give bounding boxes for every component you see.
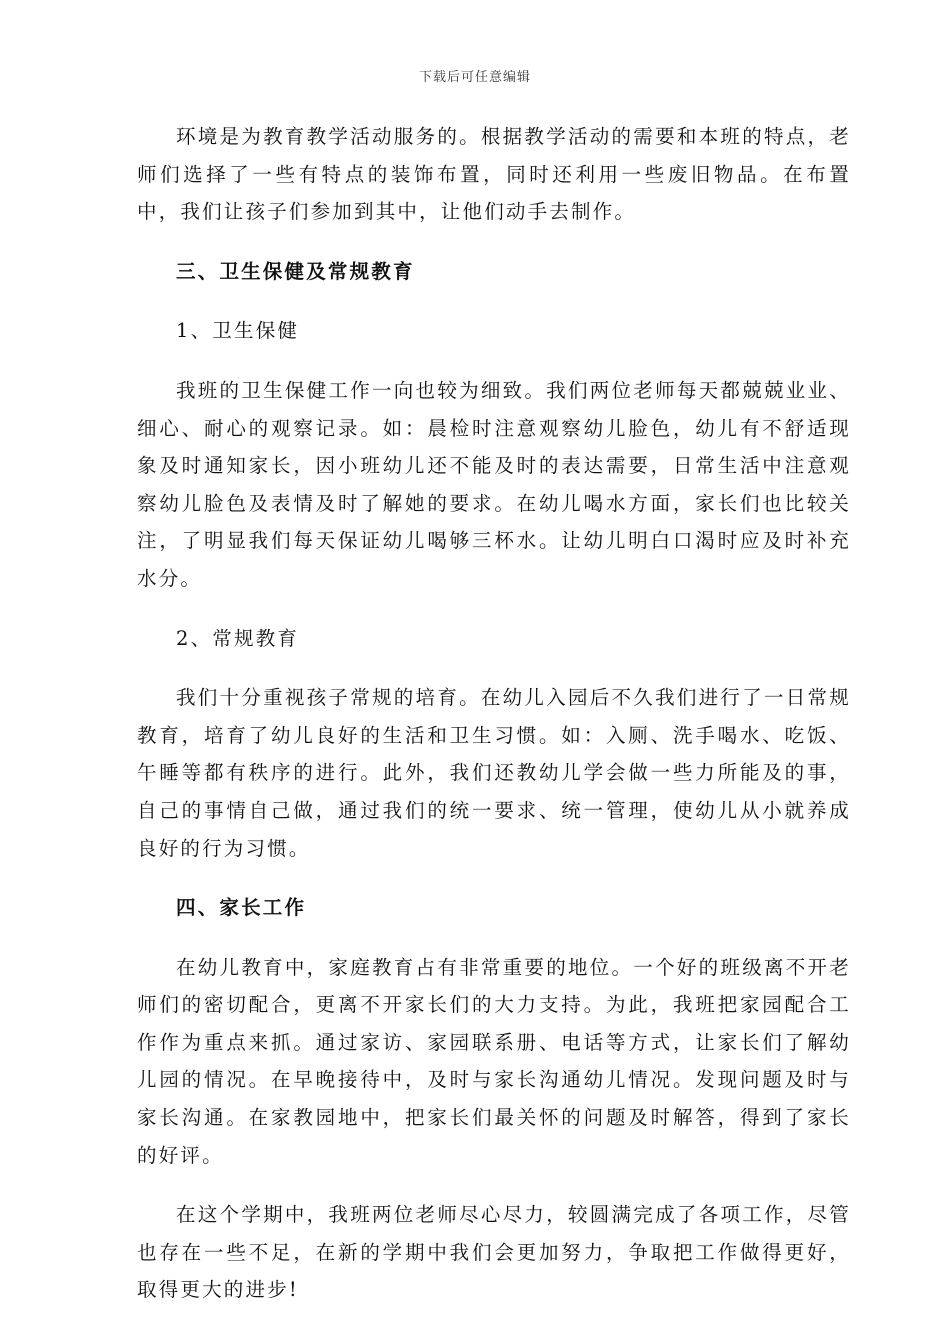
paragraph-conclusion: 在这个学期中，我班两位老师尽心尽力，较圆满完成了各项工作，尽管也存在一些不足，在新的学期中我们会更加努力，争取把工作做得更好，取得更大的进步! xyxy=(137,1203,851,1302)
paragraph-environment: 环境是为教育教学活动服务的。根据教学活动的需要和本班的特点，老师们选择了一些有特点的装饰布置，同时还利用一些废旧物品。在布置中，我们让孩子们参加到其中，让他们动手去制作。 xyxy=(137,125,851,224)
page-header: 下载后可任意编辑 xyxy=(418,70,531,85)
section-heading-hygiene: 三、卫生保健及常规教育 xyxy=(176,259,415,283)
subheading-health-care: 1、卫生保健 xyxy=(176,319,300,343)
document-body xyxy=(137,118,851,1309)
subheading-routine-education: 2、常规教育 xyxy=(176,626,300,650)
paragraph-health-care: 我班的卫生保健工作一向也较为细致。我们两位老师每天都兢兢业业、细心、耐心的观察记录。如：晨检时注意观察幼儿脸色，幼儿有不舒适现象及时通知家长，因小班幼儿还不能及时的表达需要，日常生活中注意观察幼儿脸色及表情及时了解她的要求。在幼儿喝水方面，家长们也比较关注，了明显我们每天保证幼儿喝够三杯水。让幼儿明白口渴时应及时补充水分。 xyxy=(137,378,851,590)
paragraph-routine-education: 我们十分重视孩子常规的培育。在幼儿入园后不久我们进行了一日常规教育，培育了幼儿良好的生活和卫生习惯。如：入厕、洗手喝水、吃饭、午睡等都有秩序的进行。此外，我们还教幼儿学会做一些力所能及的事，自己的事情自己做，通过我们的统一要求、统一管理，使幼儿从小就养成良好的行为习惯。 xyxy=(137,686,851,860)
section-heading-parents: 四、家长工作 xyxy=(176,896,307,920)
paragraph-parents-work: 在幼儿教育中，家庭教育占有非常重要的地位。一个好的班级离不开老师们的密切配合，更离不开家长们的大力支持。为此，我班把家园配合工作作为重点来抓。通过家访、家园联系册、电话等方式，让家长们了解幼儿园的情况。在早晚接待中，及时与家长沟通幼儿情况。发现问题及时与家长沟通。在家教园地中，把家长们最关怀的问题及时解答，得到了家长的好评。 xyxy=(137,955,851,1167)
